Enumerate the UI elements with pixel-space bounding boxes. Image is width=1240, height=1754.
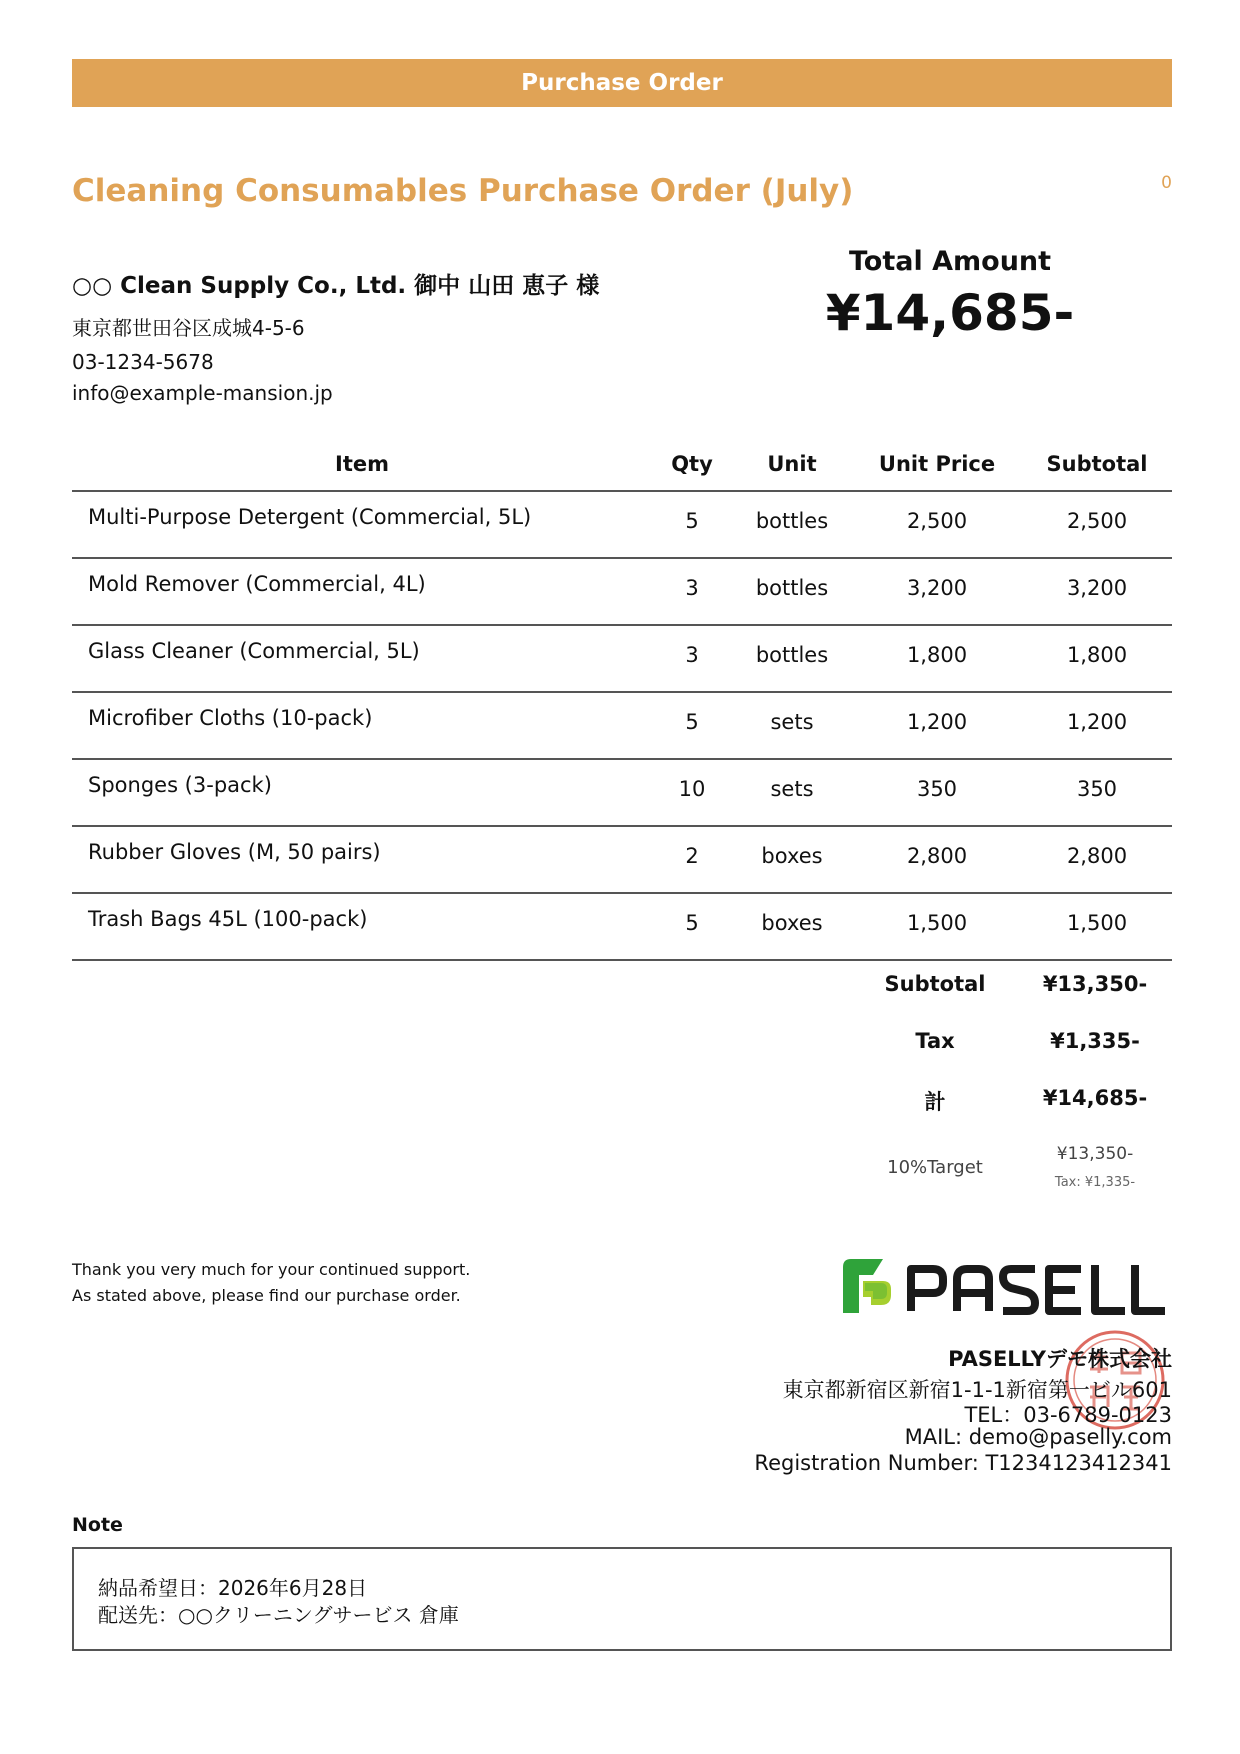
note-line-1: 納品希望日：2026年6月28日 (98, 1576, 368, 1600)
column-header-subtotal: Subtotal (1046, 452, 1148, 476)
row-subtotal: 3,200 (1066, 576, 1128, 600)
row-item: Trash Bags 45L (100-pack) (88, 907, 368, 931)
row-item: Sponges (3-pack) (88, 773, 272, 797)
row-unit-price: 2,800 (906, 844, 968, 868)
summary-subtotal-label: Subtotal (884, 972, 986, 996)
row-divider (72, 624, 1172, 626)
row-divider (72, 892, 1172, 894)
company-name: PASELLYデモ株式会社 (948, 1347, 1172, 1371)
note-line-2: 配送先：○○クリーニングサービス 倉庫 (98, 1603, 459, 1627)
note-label: Note (72, 1514, 123, 1536)
recipient-address: 東京都世田谷区成城4-5-6 (72, 316, 305, 340)
row-subtotal: 2,800 (1066, 844, 1128, 868)
row-item: Mold Remover (Commercial, 4L) (88, 572, 426, 596)
row-qty: 3 (685, 643, 699, 667)
recipient-name: ○○ Clean Supply Co., Ltd. 御中 山田 恵子 様 (72, 273, 600, 299)
summary-total-label: 計 (924, 1090, 946, 1114)
row-qty: 5 (685, 509, 699, 533)
row-qty: 3 (685, 576, 699, 600)
row-unit: sets (770, 710, 814, 734)
row-unit-price: 1,200 (906, 710, 968, 734)
row-unit-price: 1,500 (906, 911, 968, 935)
total-amount-label: Total Amount (848, 246, 1052, 277)
row-divider (72, 691, 1172, 693)
row-unit: boxes (761, 844, 823, 868)
row-subtotal: 2,500 (1066, 509, 1128, 533)
row-unit: bottles (755, 576, 829, 600)
company-logo (835, 1255, 1171, 1317)
tax-target-tax: Tax: ¥1,335- (1054, 1175, 1136, 1190)
summary-tax-label: Tax (915, 1029, 955, 1053)
row-unit-price: 350 (916, 777, 958, 801)
row-item: Microfiber Cloths (10-pack) (88, 706, 373, 730)
paselly-logo-icon (835, 1255, 1171, 1317)
row-unit: bottles (755, 509, 829, 533)
column-header-unit: Unit (767, 452, 817, 476)
summary-subtotal-value: ¥13,350- (1042, 972, 1148, 996)
row-subtotal: 1,200 (1066, 710, 1128, 734)
row-unit: bottles (755, 643, 829, 667)
tax-target-label: 10%Target (887, 1157, 983, 1178)
summary-tax-value: ¥1,335- (1050, 1029, 1140, 1053)
page-title: Cleaning Consumables Purchase Order (July) (72, 173, 854, 209)
row-item: Multi-Purpose Detergent (Commercial, 5L) (88, 505, 532, 529)
row-unit-price: 2,500 (906, 509, 968, 533)
recipient-email: info@example-mansion.jp (72, 381, 333, 405)
summary-total-value: ¥14,685- (1042, 1086, 1148, 1110)
column-header-item: Item (335, 452, 389, 476)
company-registration: Registration Number: T1234123412341 (754, 1451, 1172, 1475)
company-tel: TEL：03-6789-0123 (964, 1403, 1172, 1427)
row-divider (72, 959, 1172, 961)
tax-target-amount: ¥13,350- (1056, 1144, 1134, 1164)
company-mail: MAIL: demo@paselly.com (904, 1425, 1172, 1449)
thanks-line-2: As stated above, please find our purchase order. (72, 1286, 461, 1305)
document-number: 0 (1161, 173, 1172, 193)
row-item: Glass Cleaner (Commercial, 5L) (88, 639, 420, 663)
row-unit-price: 1,800 (906, 643, 968, 667)
row-unit: sets (770, 777, 814, 801)
row-item: Rubber Gloves (M, 50 pairs) (88, 840, 381, 864)
row-subtotal: 1,500 (1066, 911, 1128, 935)
table-header-rule (72, 490, 1172, 492)
column-header-qty: Qty (671, 452, 713, 476)
row-divider (72, 825, 1172, 827)
row-divider (72, 557, 1172, 559)
thanks-line-1: Thank you very much for your continued support. (72, 1260, 471, 1279)
total-amount-value: ¥14,685- (825, 284, 1075, 342)
row-qty: 5 (685, 710, 699, 734)
recipient-phone: 03-1234-5678 (72, 350, 214, 374)
row-qty: 2 (685, 844, 699, 868)
column-header-unit-price: Unit Price (878, 452, 996, 476)
document-banner: Purchase Order (72, 59, 1172, 107)
company-address: 東京都新宿区新宿1-1-1新宿第一ビル601 (782, 1378, 1172, 1402)
row-subtotal: 1,800 (1066, 643, 1128, 667)
row-qty: 10 (678, 777, 706, 801)
row-subtotal: 350 (1076, 777, 1118, 801)
row-divider (72, 758, 1172, 760)
row-qty: 5 (685, 911, 699, 935)
row-unit-price: 3,200 (906, 576, 968, 600)
row-unit: boxes (761, 911, 823, 935)
